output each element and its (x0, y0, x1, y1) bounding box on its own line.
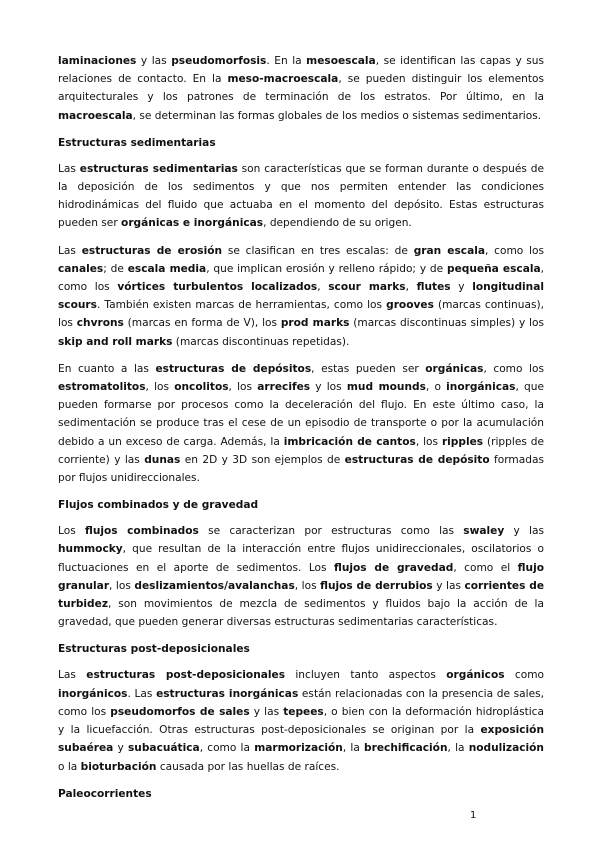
paragraph-estructuras-sedimentarias (58, 160, 544, 233)
text-run: , (405, 281, 417, 294)
bold-term: meso-macroescala (227, 73, 339, 86)
bold-term: hummocky (58, 543, 123, 556)
paragraph-post-deposicionales (58, 666, 544, 775)
bold-term: tepees (283, 705, 324, 718)
text-run: , los (145, 381, 175, 394)
text-run: son características que se forman durante o después de la deposición de los sedimentos y que nos permiten entender las condiciones hidrodinámicas del fluido que actuaba en el momento del depósito. Estas estructuras pueden ser (58, 162, 545, 230)
bold-term: inorgánicos (58, 687, 128, 700)
text-run: o la (58, 760, 81, 773)
text-run: , son movimientos de mezcla de sedimentos y fluidos bajo la acción de la gravedad, que pueden generar diversas estructuras sedimentarias características. (58, 598, 544, 629)
text-run: (marcas discontinuas simples) y los (349, 317, 544, 330)
text-run: incluyen tanto aspectos (285, 669, 447, 682)
text-run: , (317, 281, 329, 294)
bold-term: flutes (416, 281, 451, 294)
text-run: , los (228, 381, 258, 394)
bold-term: estructuras de depósitos (155, 362, 312, 375)
bold-term: flujos de derrubios (320, 579, 433, 592)
bold-term: arrecifes (257, 381, 311, 394)
text-run: , como los (58, 262, 544, 294)
text-run: (ripples de corriente) y las (58, 435, 544, 466)
bold-term: imbricación de cantos (283, 435, 416, 448)
document-body (58, 52, 544, 811)
text-run: , la (447, 742, 469, 755)
text-run: Las (58, 162, 80, 175)
paragraph-flujos-combinados (58, 522, 544, 631)
bold-term: pseudomorfos de sales (110, 705, 250, 718)
page-number: 1 (470, 810, 477, 821)
bold-term: orgánicas e inorgánicas (121, 217, 264, 230)
text-run: Las (58, 244, 82, 257)
text-run: ; de (103, 262, 128, 275)
text-run: En cuanto a las (58, 362, 156, 375)
text-run: , que implican erosión y relleno rápido; y de (206, 262, 447, 275)
text-run: , los (109, 579, 135, 592)
heading-post-deposicionales: Estructuras post-deposicionales (58, 643, 250, 656)
bold-term: flujos combinados (84, 525, 199, 538)
text-run: y (113, 742, 128, 755)
bold-term: inorgánicas (446, 381, 516, 394)
text-run: como (504, 669, 544, 682)
text-run: y las (432, 579, 465, 592)
text-run: , como el (453, 561, 518, 574)
text-run: , los (415, 435, 442, 448)
text-run: , la (342, 742, 365, 755)
bold-term: flujos de gravedad (334, 561, 454, 574)
bold-term: brechificación (364, 742, 448, 755)
text-run: , como los (485, 244, 544, 257)
text-run: y las (504, 525, 544, 538)
text-run: . También existen marcas de herramientas, como los (96, 299, 387, 312)
text-run: (marcas discontinuas repetidas). (172, 335, 350, 348)
bold-term: corrientes de turbidez (58, 579, 545, 611)
bold-term: estromatolitos (58, 381, 146, 394)
bold-term: swaley (463, 525, 505, 538)
paragraph-intro-scales (58, 52, 544, 125)
bold-term: exposición subaérea (58, 724, 544, 755)
bold-term: ripples (441, 435, 484, 448)
text-run: , se pueden distinguir los elementos arquitecturales y los patrones de terminación de los estratos. Por último, en la (58, 73, 544, 104)
bold-term: marmorización (254, 742, 343, 755)
text-run: , estas pueden ser (311, 362, 426, 375)
bold-term: deslizamientos/avalanchas (134, 579, 295, 592)
text-run: , los (294, 579, 321, 592)
bold-term: dunas (144, 453, 181, 466)
text-run: , o bien con la deformación hidroplástica y la licuefacción. Otras estructuras post-deposicionales se originan por la (58, 705, 545, 737)
text-run: , que resultan de la interacción entre flujos unidireccionales, oscilatorios o fluctuaciones en el aporte de sedimentos. Los (58, 543, 544, 574)
text-run: . Las (127, 687, 157, 700)
bold-term: subacuática (128, 742, 200, 755)
paragraph-estructuras-erosion (58, 242, 544, 351)
bold-term: prod marks (280, 317, 350, 330)
bold-term: chvrons (76, 317, 124, 330)
text-run: en 2D y 3D son ejemplos de (180, 453, 345, 466)
text-run: , como la (199, 742, 255, 755)
bold-term: laminaciones (58, 55, 137, 67)
text-run: , se identifican las capas y sus relaciones de contacto. En la (58, 55, 545, 86)
text-run: , que pueden formarse por procesos como la deceleración del flujo. En este último caso, la sedimentación se produce tras el cese de un episodio de transporte o por la acumulación debido a un exceso de carga. Además, la (58, 381, 544, 448)
bold-term: grooves (386, 299, 434, 312)
text-run: , o (425, 381, 447, 394)
bold-term: orgánicas (425, 362, 484, 375)
text-run: y los (310, 381, 347, 394)
bold-term: pequeña escala (447, 262, 541, 275)
text-run: , dependiendo de su origen. (263, 217, 412, 230)
text-run: causada por las huellas de raíces. (156, 760, 340, 773)
text-run: se clasifican en tres escalas: de (222, 244, 414, 257)
bold-term: estructuras de erosión (81, 244, 223, 257)
bold-term: estructuras inorgánicas (156, 687, 299, 700)
bold-term: bioturbación (80, 760, 157, 773)
text-run: , se determinan las formas globales de los medios o sistemas sedimentarios. (132, 109, 542, 122)
bold-term: nodulización (468, 742, 544, 755)
heading-estructuras-sedimentarias: Estructuras sedimentarias (58, 136, 216, 149)
text-run: Los (58, 525, 85, 538)
text-run: , como los (483, 362, 544, 375)
text-run: y (450, 281, 473, 294)
bold-term: orgánicos (446, 669, 505, 682)
bold-term: vórtices turbulentos localizados (117, 281, 318, 294)
bold-term: mesoescala (306, 55, 376, 67)
text-run: (marcas continuas), los (58, 299, 544, 330)
text-run: formadas por flujos unidireccionales. (58, 453, 544, 485)
paragraph-estructuras-deposito (58, 360, 544, 487)
bold-term: estructuras sedimentarias (79, 162, 238, 175)
text-run: y las (136, 55, 172, 67)
bold-term: longitudinal scours (58, 281, 544, 312)
text-run: están relacionadas con la presencia de sales, como los (58, 687, 544, 718)
bold-term: estructuras post-deposicionales (86, 669, 286, 682)
text-run: se caracterizan por estructuras como las (198, 525, 464, 538)
bold-term: estructuras de depósito (344, 453, 490, 466)
text-run: Las (58, 669, 87, 682)
text-run: (marcas en forma de V), los (123, 317, 281, 330)
bold-term: canales (58, 262, 104, 275)
bold-term: flujo granular (58, 561, 544, 592)
bold-term: skip and roll marks (58, 335, 173, 348)
bold-term: gran escala (413, 244, 485, 257)
text-run: . En la (266, 55, 307, 67)
bold-term: pseudomorfosis (171, 55, 267, 67)
bold-term: macroescala (58, 109, 133, 122)
bold-term: oncolitos (174, 381, 229, 394)
text-run: y las (249, 705, 284, 718)
bold-term: mud mounds (346, 381, 426, 394)
bold-term: escala media (127, 262, 207, 275)
bold-term: scour marks (328, 281, 406, 294)
heading-flujos-combinados: Flujos combinados y de gravedad (58, 499, 259, 512)
heading-paleocorrientes: Paleocorrientes (58, 787, 152, 800)
